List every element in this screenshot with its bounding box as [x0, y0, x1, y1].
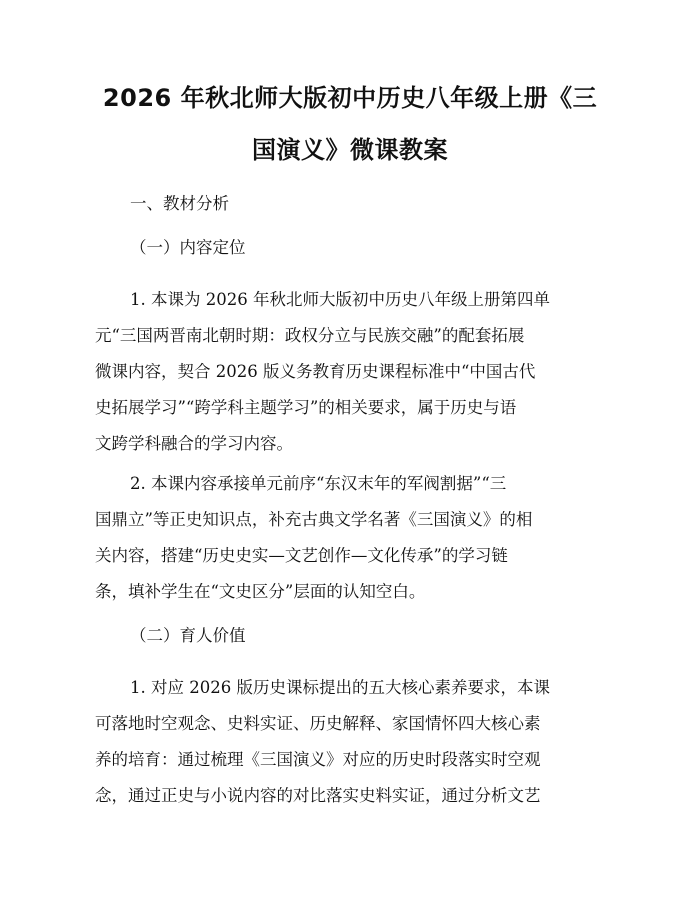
paragraph-line: 养的培育：通过梳理《三国演义》对应的历史时段落实时空观	[95, 750, 541, 769]
document-title	[95, 72, 605, 176]
paragraph-line: 可落地时空观念、史料实证、历史解释、家国情怀四大核心素	[95, 714, 541, 733]
section-heading-analysis: 一、教材分析	[130, 194, 229, 213]
paragraph-line: 关内容，搭建“历史史实—文艺创作—文化传承”的学习链	[95, 546, 508, 565]
paragraph-2	[95, 466, 605, 610]
paragraph-line: 1. 本课为 2026 年秋北师大版初中历史八年级上册第四单	[130, 290, 550, 309]
paragraph-line: 国鼎立”等正史知识点，补充古典文学名著《三国演义》的相	[95, 510, 533, 529]
subsection-heading-values: （二）育人价值	[130, 626, 246, 645]
subsection-heading-positioning: （一）内容定位	[130, 238, 246, 257]
paragraph-line: 微课内容，契合 2026 版义务教育历史课程标准中“中国古代	[95, 362, 536, 381]
paragraph-line: 元“三国两晋南北朝时期：政权分立与民族交融”的配套拓展	[95, 326, 525, 345]
paragraph-line: 1. 对应 2026 版历史课标提出的五大核心素养要求，本课	[130, 678, 550, 697]
paragraph-1	[95, 282, 605, 462]
paragraph-line: 文跨学科融合的学习内容。	[95, 434, 293, 453]
paragraph-line: 2. 本课内容承接单元前序“东汉末年的军阀割据”“三	[130, 474, 507, 493]
paragraph-line: 史拓展学习”“跨学科主题学习”的相关要求，属于历史与语	[95, 398, 517, 417]
paragraph-line: 念，通过正史与小说内容的对比落实史料实证，通过分析文艺	[95, 786, 541, 805]
title-line-1: 2026 年秋北师大版初中历史八年级上册《三	[102, 84, 598, 112]
title-line-2: 国演义》微课教案	[252, 136, 448, 164]
paragraph-3	[95, 670, 605, 814]
paragraph-line: 条，填补学生在“文史区分”层面的认知空白。	[95, 582, 426, 601]
